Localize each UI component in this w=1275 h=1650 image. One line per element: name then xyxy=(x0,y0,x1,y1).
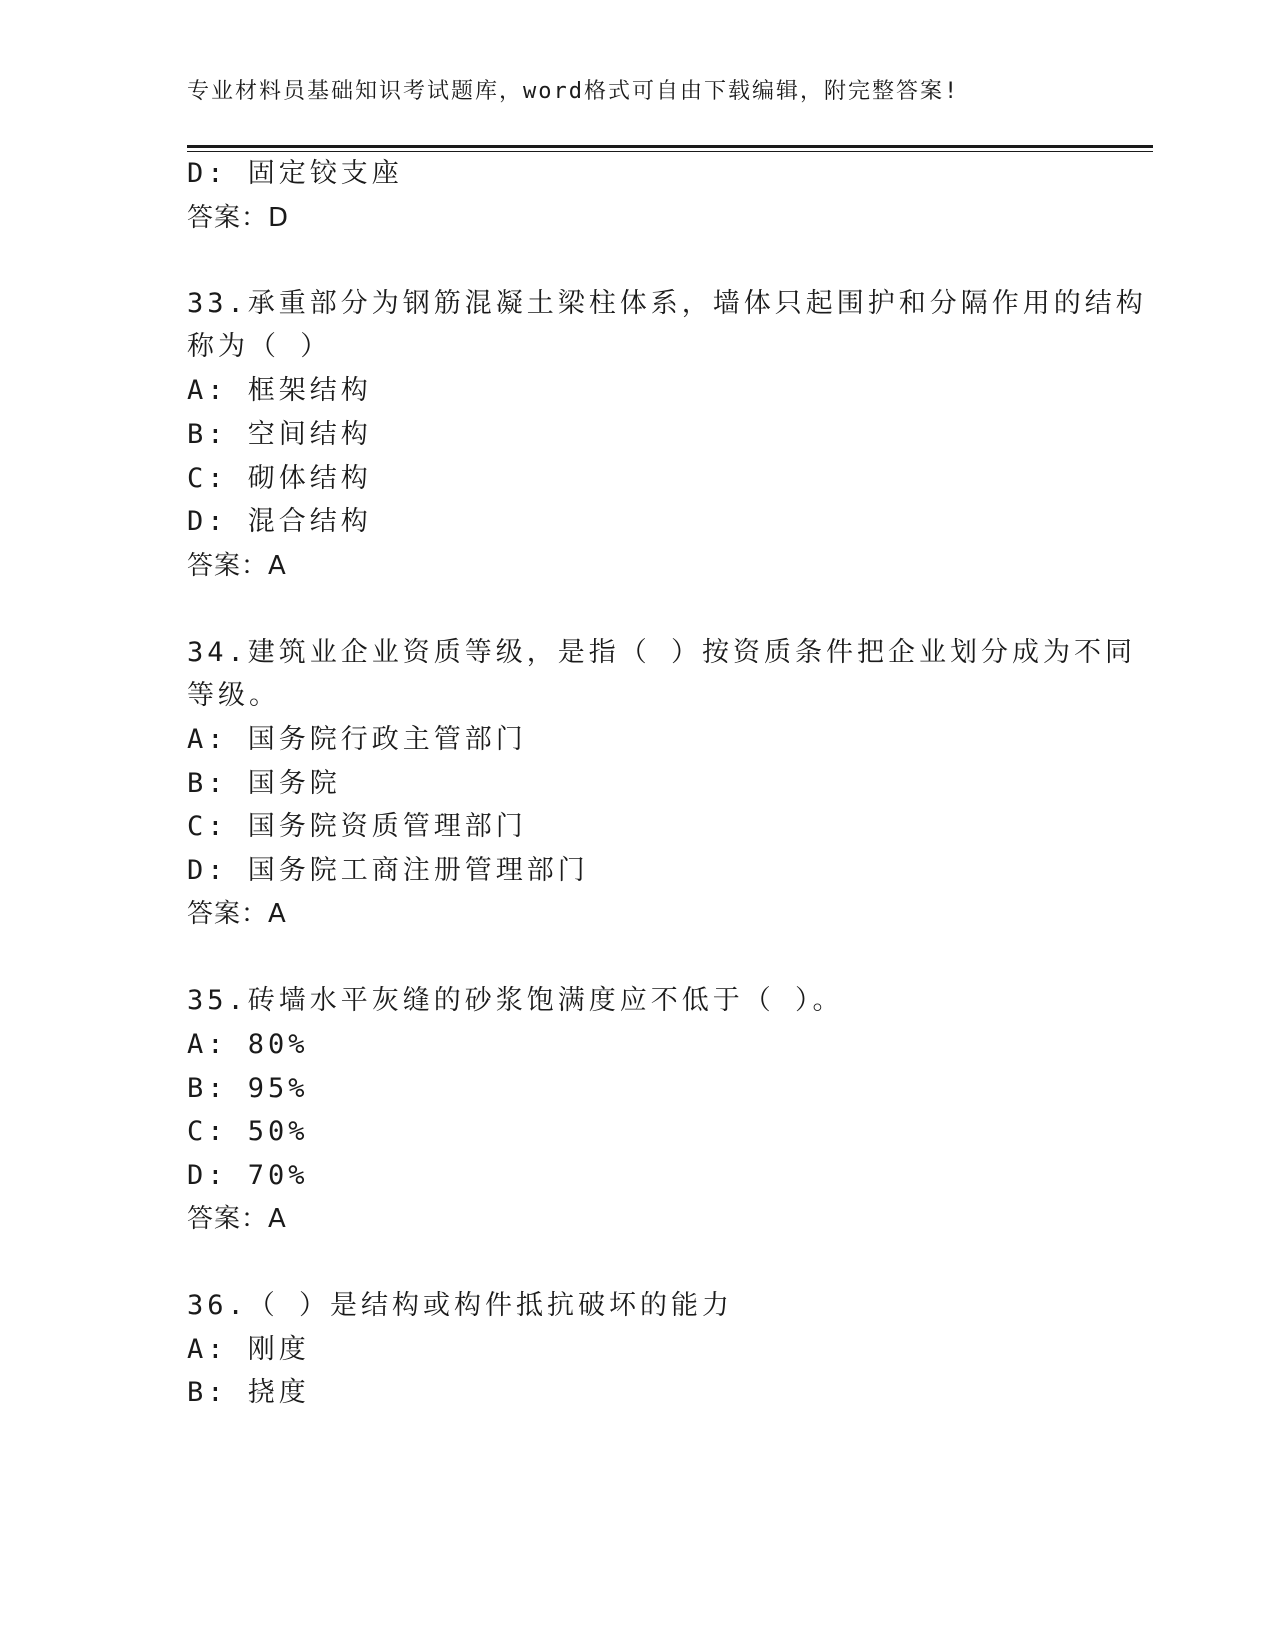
q33-option-c: C: 砌体结构 xyxy=(187,463,372,494)
q34-option-a: A: 国务院行政主管部门 xyxy=(187,724,527,755)
q35-stem-line1: 35.砖墙水平灰缝的砂浆饱满度应不低于（ ）。 xyxy=(187,985,844,1016)
q34-stem-line1: 34.建筑业企业资质等级，是指（ ）按资质条件把企业划分成为不同 xyxy=(187,637,1137,668)
q36-option-a: A: 刚度 xyxy=(187,1334,310,1365)
document-header: 专业材料员基础知识考试题库，word格式可自由下载编辑，附完整答案! xyxy=(187,79,960,104)
q35-option-b: B: 95% xyxy=(187,1073,309,1104)
q34-option-d: D: 国务院工商注册管理部门 xyxy=(187,855,589,886)
q33-option-b: B: 空间结构 xyxy=(187,419,372,450)
q33-option-a: A: 框架结构 xyxy=(187,375,372,406)
q33-option-d: D: 混合结构 xyxy=(187,506,372,537)
prev-option-d: D: 固定铰支座 xyxy=(187,158,403,189)
q35-option-d: D: 70% xyxy=(187,1160,309,1191)
q33-answer: 答案：A xyxy=(187,551,287,581)
q34-stem-line2: 等级。 xyxy=(187,680,280,711)
q34-option-c: C: 国务院资质管理部门 xyxy=(187,811,527,842)
header-rule-thin xyxy=(187,151,1153,152)
q34-answer: 答案：A xyxy=(187,899,287,929)
q36-stem-line1: 36.（ ）是结构或构件抵抗破坏的能力 xyxy=(187,1290,734,1321)
q36-option-b: B: 挠度 xyxy=(187,1377,310,1408)
q33-stem-line2: 称为（ ） xyxy=(187,331,332,362)
q34-option-b: B: 国务院 xyxy=(187,768,341,799)
q35-option-a: A: 80% xyxy=(187,1029,309,1060)
q35-answer: 答案：A xyxy=(187,1204,287,1234)
prev-answer: 答案：D xyxy=(187,203,290,233)
q35-option-c: C: 50% xyxy=(187,1116,309,1147)
header-rule-thick xyxy=(187,145,1153,148)
q33-stem-line1: 33.承重部分为钢筋混凝土梁柱体系，墙体只起围护和分隔作用的结构 xyxy=(187,288,1147,319)
